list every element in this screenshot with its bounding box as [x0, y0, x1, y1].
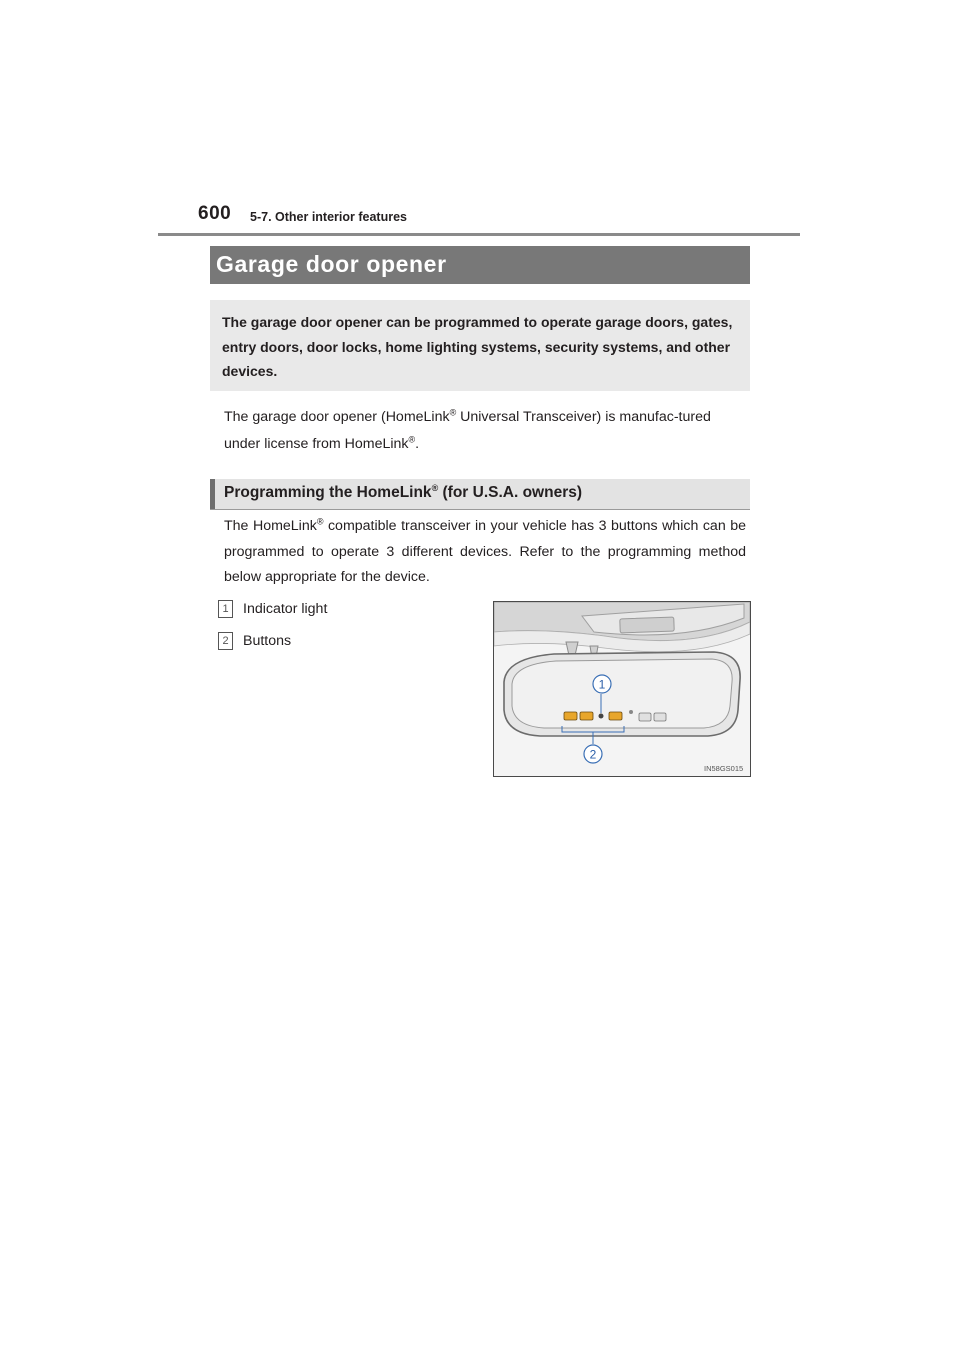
- legend-number-2: 2: [218, 632, 233, 650]
- paragraph-1-part-2: Universal Transceiver) is manufac-tured under license from HomeLink: [224, 409, 711, 452]
- subheading-part-2: (for U.S.A. owners): [438, 484, 583, 501]
- page-title: Garage door opener: [216, 251, 447, 277]
- subheading-text: [224, 484, 582, 502]
- paragraph-2-part-2: compatible transceiver in your vehicle has 3 buttons which can be programmed to operate 3 different devices. Refer to the programming method below appropriate for the device.: [224, 518, 746, 585]
- header-divider: [158, 233, 800, 236]
- figure-code: IN58GS015: [704, 764, 744, 773]
- rearview-mirror-figure: [493, 601, 751, 777]
- callout-2: 2: [589, 747, 597, 762]
- paragraph-transceiver: [224, 514, 746, 591]
- legend-number-1: 1: [218, 600, 233, 618]
- legend-item-buttons: [218, 631, 291, 651]
- paragraph-1-part-1: The garage door opener (HomeLink: [224, 409, 450, 425]
- section-reference: 5-7. Other interior features: [250, 210, 407, 224]
- page-number: 600: [198, 203, 232, 224]
- intro-box: [210, 300, 750, 391]
- title-bar: [210, 246, 750, 284]
- registered-mark: ®: [408, 434, 416, 445]
- callout-1: 1: [598, 677, 606, 692]
- intro-text: The garage door opener can be programmed to operate garage doors, gates, entry doors, door locks, home lighting systems, security systems, and other devices.: [222, 314, 733, 379]
- legend-item-indicator-light: [218, 599, 327, 619]
- legend-label-2: Buttons: [243, 633, 292, 649]
- subheading-marker: [210, 479, 215, 509]
- legend-label-1: Indicator light: [243, 601, 328, 617]
- registered-mark: ®: [431, 482, 439, 493]
- registered-mark: ®: [449, 407, 457, 418]
- subheading-underline: [210, 509, 750, 510]
- paragraph-1-part-3: .: [415, 436, 420, 452]
- paragraph-2-part-1: The HomeLink: [224, 518, 317, 534]
- registered-mark: ®: [316, 516, 324, 527]
- subheading-part-1: Programming the HomeLink: [224, 484, 432, 501]
- paragraph-homelink-license: [224, 404, 746, 458]
- rearview-mirror-illustration: [494, 602, 750, 776]
- subheading-bar: [210, 479, 750, 509]
